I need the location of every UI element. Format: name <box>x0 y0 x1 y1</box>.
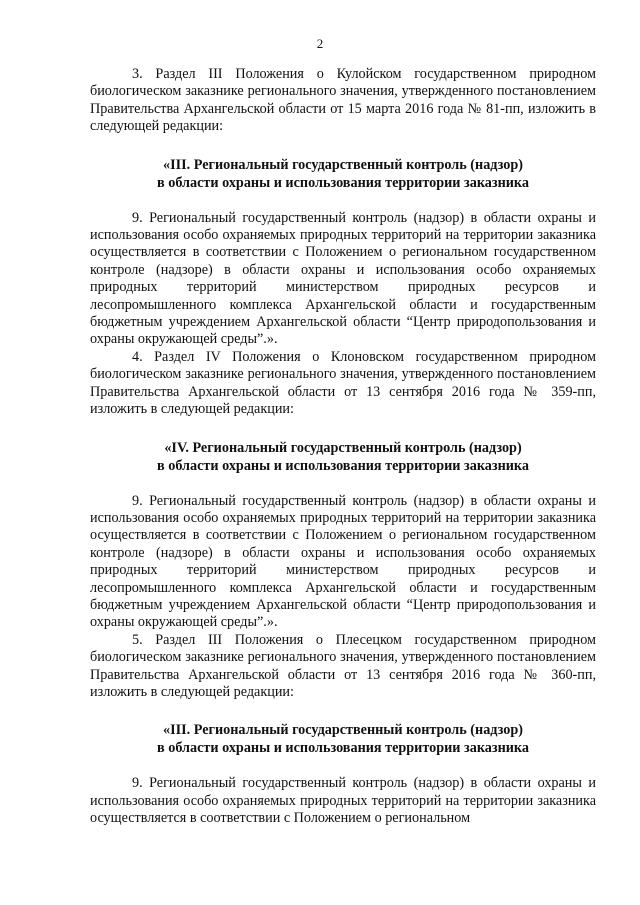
paragraph-item-5: 5. Раздел III Положения о Плесецком государственном природном биологическом заказнике регионального значения, утвержденного постановлением Правительства Архангельской области от 13 сентября 2016 года № 360-пп, изложить в следующей редакции: <box>90 631 596 700</box>
section-heading-plesetsk <box>90 721 596 757</box>
section-heading-klonovsky <box>90 439 596 475</box>
heading-line: «IV. Региональный государственный контроль (надзор) <box>164 439 522 456</box>
heading-line: «III. Региональный государственный контроль (надзор) <box>163 722 523 739</box>
section-heading-kuloy <box>90 156 596 192</box>
heading-line: в области охраны и использования территории заказника <box>157 457 529 474</box>
document-body <box>90 66 596 828</box>
paragraph-clause-9: 9. Региональный государственный контроль (надзор) в области охраны и использования особо охраняемых природных территорий на территории заказника осуществляется в соответствии с Положением о региональном государственном контроле (надзоре) в области охраны и использования особо охраняемых природных территорий министерством природных ресурсов и лесопромышленного комплекса Архангельской области и государственным бюджетным учреждением Архангельской области “Центр природопользования и охраны окружающей среды”.». <box>90 209 596 348</box>
heading-line: в области охраны и использования территории заказника <box>157 174 529 191</box>
paragraph-item-4: 4. Раздел IV Положения о Клоновском государственном природном биологическом заказнике регионального значения, утвержденного постановлением Правительства Архангельской области от 13 сентября 2016 года № 359-пп, изложить в следующей редакции: <box>90 348 596 418</box>
paragraph-item-3: 3. Раздел III Положения о Кулойском государственном природном биологическом заказнике регионального значения, утвержденного постановлением Правительства Архангельской области от 15 марта 2016 года № 81-пп, изложить в следующей редакции: <box>90 66 596 135</box>
paragraph-clause-9: 9. Региональный государственный контроль (надзор) в области охраны и использования особо охраняемых природных территорий на территории заказника осуществляется в соответствии с Положением о региональном государственном контроле (надзоре) в области охраны и использования особо охраняемых природных территорий министерством природных ресурсов и лесопромышленного комплекса Архангельской области и государственным бюджетным учреждением Архангельской области “Центр природопользования и охраны окружающей среды”.». <box>90 492 596 631</box>
page-number: 2 <box>316 36 324 51</box>
heading-line: «III. Региональный государственный контроль (надзор) <box>163 156 523 173</box>
paragraph-clause-9: 9. Региональный государственный контроль (надзор) в области охраны и использования особо охраняемых природных территорий на территории заказника осуществляется в соответствии с Положением о региональном <box>90 775 596 827</box>
heading-line: в области охраны и использования территории заказника <box>157 740 529 757</box>
